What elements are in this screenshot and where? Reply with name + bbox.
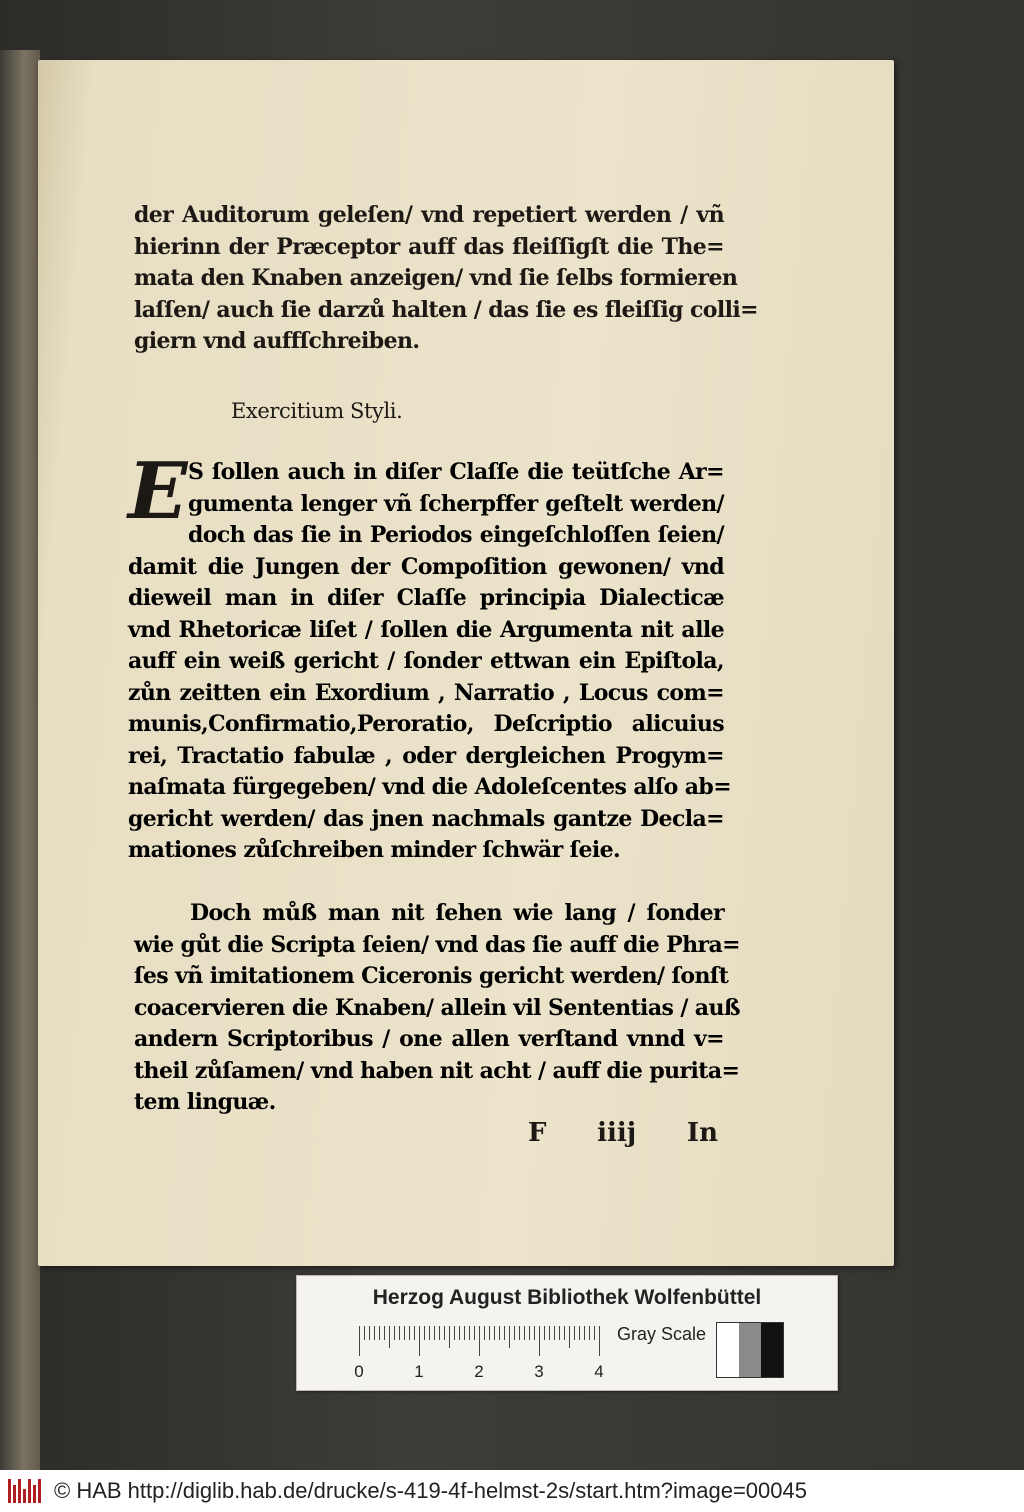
- ruler-tick: [579, 1326, 580, 1340]
- ruler-number: 2: [474, 1362, 484, 1381]
- text-line: vnd Rhetoricæ liſet / ſollen die Argumenta nit alle: [128, 616, 724, 643]
- text-line: zůn zeitten ein Exordium , Narratio , Locus com=: [128, 679, 724, 706]
- logo-bar: [38, 1479, 41, 1503]
- text-line: ſes vñ imitationem Ciceronis gericht werden/ ſonſt: [134, 963, 729, 989]
- text-line: munis,Confirmatio,Peroratio, Deſcriptio alicuius: [128, 711, 724, 737]
- ruler-tick: [409, 1326, 410, 1340]
- ruler-tick: [394, 1326, 395, 1340]
- section-heading: Exercitium Styli.: [231, 399, 403, 423]
- ruler-number: 4: [594, 1362, 604, 1381]
- ruler-tick: [389, 1326, 390, 1348]
- paragraph-3: [134, 898, 740, 1119]
- footer-copyright: © HAB http://diglib.hab.de/drucke/s-419-4f-helmst-2s/start.htm?image=00045: [54, 1478, 807, 1503]
- ruler-tick: [469, 1326, 470, 1340]
- text-line: auff ein weiß gericht / ſonder ettwan ein Epiſtola,: [128, 648, 724, 674]
- hab-logo-icon: [8, 1479, 42, 1503]
- ruler-tick: [484, 1326, 485, 1340]
- ruler-tick: [464, 1326, 465, 1340]
- scale-ruler: [354, 1326, 604, 1381]
- ruler-tick: [434, 1326, 435, 1340]
- ruler-tick: [594, 1326, 595, 1340]
- gray-swatch: [761, 1323, 783, 1377]
- footer-bar: [0, 1470, 1024, 1512]
- ruler-tick: [439, 1326, 440, 1340]
- ruler-tick: [564, 1326, 565, 1340]
- ruler-tick: [474, 1326, 475, 1340]
- text-line: wie gůt die Scripta ſeien/ vnd das ſie auff die Phra=: [134, 931, 740, 958]
- ruler-tick: [584, 1326, 585, 1340]
- gray-swatch: [717, 1323, 739, 1377]
- ruler-tick: [364, 1326, 365, 1340]
- ruler-tick: [459, 1326, 460, 1340]
- ruler-tick: [514, 1326, 515, 1340]
- logo-bar: [18, 1479, 21, 1503]
- ruler-tick: [549, 1326, 550, 1340]
- text-line: der Auditorum geleſen/ vnd repetiert werden / vñ: [134, 202, 724, 228]
- text-line: giern vnd auffſchreiben.: [134, 328, 420, 354]
- ruler-tick: [449, 1326, 450, 1348]
- ruler-number: 0: [354, 1362, 364, 1381]
- ruler-tick: [479, 1326, 480, 1356]
- book-page: [38, 60, 894, 1266]
- ruler-tick: [359, 1326, 360, 1356]
- ruler-tick: [414, 1326, 415, 1340]
- paragraph-1: [134, 200, 758, 358]
- ruler-tick: [524, 1326, 525, 1340]
- ruler-tick: [494, 1326, 495, 1340]
- catchword: In: [686, 1118, 718, 1148]
- text-line: gumenta lenger vñ ſcherpffer geſtelt werden/: [188, 490, 724, 517]
- ruler-tick: [489, 1326, 490, 1340]
- ruler-tick: [454, 1326, 455, 1340]
- logo-bar: [13, 1485, 16, 1503]
- ruler-tick: [379, 1326, 380, 1340]
- text-line: Doch můß man nit ſehen wie lang / ſonder: [190, 900, 724, 926]
- ruler-tick: [529, 1326, 530, 1340]
- ruler-tick: [599, 1326, 600, 1356]
- ruler-tick: [504, 1326, 505, 1340]
- ruler-tick: [399, 1326, 400, 1340]
- text-line: naſmata fürgegeben/ vnd die Adoleſcentes alſo ab=: [128, 774, 732, 800]
- library-label-card: [296, 1275, 838, 1391]
- gray-swatch: [739, 1323, 761, 1377]
- ruler-number: 3: [534, 1362, 544, 1381]
- ruler-tick: [574, 1326, 575, 1340]
- ruler-tick: [509, 1326, 510, 1348]
- signature-letter: F: [528, 1118, 547, 1148]
- text-line: doch das ſie in Periodos eingeſchloſſen ſeien/: [188, 522, 724, 548]
- text-line: rei, Tractatio fabulæ , oder dergleichen Progym=: [128, 742, 724, 769]
- text-line: mata den Knaben anzeigen/ vnd ſie ſelbs formieren: [134, 265, 738, 291]
- gray-scale-label: Gray Scale: [617, 1324, 707, 1344]
- logo-bar: [28, 1479, 31, 1503]
- ruler-tick: [369, 1326, 370, 1340]
- ruler-tick: [539, 1326, 540, 1356]
- left-page-edge: [0, 50, 40, 1470]
- ruler-tick: [554, 1326, 555, 1340]
- ruler-tick: [544, 1326, 545, 1340]
- ruler-tick: [499, 1326, 500, 1340]
- text-line: theil zůſamen/ vnd haben nit acht / auff die purita=: [134, 1057, 740, 1084]
- library-name: Herzog August Bibliothek Wolfenbüttel: [372, 1286, 762, 1309]
- ruler-tick: [534, 1326, 535, 1340]
- text-line: tem linguæ.: [134, 1089, 276, 1115]
- text-line: andern Scriptoribus / one allen verſtand vnnd v=: [134, 1026, 724, 1052]
- logo-bar: [33, 1485, 36, 1503]
- text-line: mationes zůſchreiben minder ſchwär ſeie.: [128, 837, 621, 863]
- logo-bar: [8, 1479, 11, 1503]
- signature-number: iiij: [597, 1118, 637, 1148]
- ruler-tick: [419, 1326, 420, 1356]
- logo-bar: [23, 1489, 26, 1503]
- gray-scale-swatches: [716, 1322, 784, 1378]
- text-line: laſſen/ auch ſie darzů halten / das ſie es fleiſſig colli=: [134, 296, 758, 323]
- text-line: hierinn der Præceptor auff das fleiſſigſt die The=: [134, 233, 724, 260]
- paragraph-2: [128, 446, 732, 867]
- drop-cap: E: [128, 446, 188, 537]
- text-line: damit die Jungen der Compoſition gewonen/ vnd: [128, 553, 724, 580]
- ruler-tick: [444, 1326, 445, 1340]
- ruler-tick: [589, 1326, 590, 1340]
- ruler-tick: [404, 1326, 405, 1340]
- page-signature: [528, 1118, 718, 1148]
- ruler-tick: [519, 1326, 520, 1340]
- text-line: coacervieren die Knaben/ allein vil Sententias / auß: [134, 994, 740, 1021]
- ruler-tick: [569, 1326, 570, 1348]
- text-line: gericht werden/ das jnen nachmals gantze Decla=: [128, 805, 724, 832]
- ruler-tick: [429, 1326, 430, 1340]
- ruler-number: 1: [414, 1362, 424, 1381]
- text-line: S ſollen auch in diſer Claſſe die teütſche Ar=: [188, 459, 724, 485]
- ruler-tick: [559, 1326, 560, 1340]
- ruler-tick: [424, 1326, 425, 1340]
- ruler-tick: [374, 1326, 375, 1340]
- text-line: dieweil man in diſer Claſſe principia Dialecticæ: [128, 585, 724, 611]
- ruler-tick: [384, 1326, 385, 1340]
